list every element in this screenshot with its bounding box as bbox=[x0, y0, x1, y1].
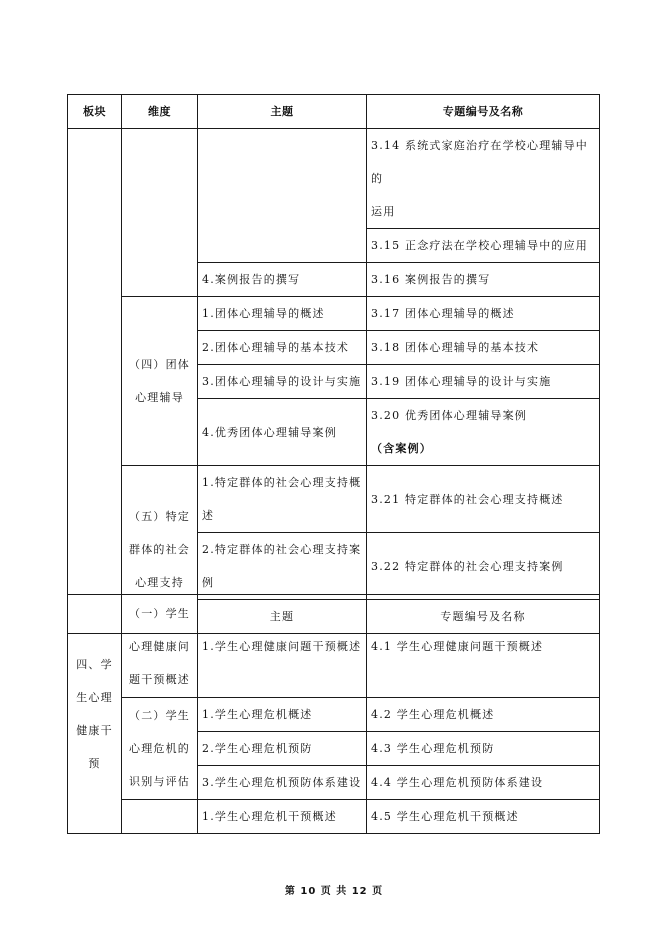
topic-cell: 3.团体心理辅导的设计与实施 bbox=[198, 365, 367, 399]
special-cell: 4.2 学生心理危机概述 bbox=[367, 698, 600, 732]
block-cell-section4: 四、学 生心理 健康干 预 bbox=[68, 595, 122, 834]
topic-cell: 1.团体心理辅导的概述 bbox=[198, 297, 367, 331]
topic-cell: 4.案例报告的撰写 bbox=[198, 263, 367, 297]
table-header-row bbox=[68, 95, 600, 129]
table-row bbox=[68, 297, 600, 331]
special-cell: 4.3 学生心理危机预防 bbox=[367, 732, 600, 766]
topic-cell: 1.学生心理危机干预概述 bbox=[198, 800, 367, 834]
special-cell: 4.1 学生心理健康问题干预概述 bbox=[367, 595, 600, 698]
subheader-special: 专题编号及名称 bbox=[367, 600, 600, 634]
special-cell: 3.15 正念疗法在学校心理辅导中的应用 bbox=[367, 229, 600, 263]
subheader-topic: 主题 bbox=[198, 600, 367, 634]
topic-cell: 1.学生心理健康问题干预概述 bbox=[198, 595, 367, 698]
special-cell: 3.20 优秀团体心理辅导案例 （含案例） bbox=[367, 399, 600, 466]
table-row bbox=[68, 595, 600, 698]
dimension-cell-social-support: （五）特定 群体的社会 心理支持 bbox=[122, 466, 198, 634]
syllabus-table-section4 bbox=[67, 594, 600, 834]
special-cell: 3.14 系统式家庭治疗在学校心理辅导中的 运用 bbox=[367, 129, 600, 229]
special-cell: 3.16 案例报告的撰写 bbox=[367, 263, 600, 297]
dimension-cell-empty bbox=[122, 800, 198, 834]
special-cell: 4.5 学生心理危机干预概述 bbox=[367, 800, 600, 834]
table-row bbox=[68, 466, 600, 533]
block-cell-section3 bbox=[68, 129, 122, 634]
dimension-cell-health-intervention: （一）学生 心理健康问 题干预概述 bbox=[122, 595, 198, 698]
topic-cell-empty bbox=[198, 129, 367, 263]
header-special: 专题编号及名称 bbox=[367, 95, 600, 129]
topic-cell: 1.特定群体的社会心理支持概 述 bbox=[198, 466, 367, 533]
topic-cell: 2.学生心理危机预防 bbox=[198, 732, 367, 766]
special-cell: 3.21 特定群体的社会心理支持概述 bbox=[367, 466, 600, 533]
topic-cell: 3.学生心理危机预防体系建设 bbox=[198, 766, 367, 800]
header-block: 板块 bbox=[68, 95, 122, 129]
topic-cell: 1.学生心理危机概述 bbox=[198, 698, 367, 732]
topic-cell: 2.特定群体的社会心理支持案 例 bbox=[198, 533, 367, 600]
dimension-cell-empty bbox=[122, 129, 198, 297]
table-row bbox=[68, 698, 600, 732]
header-topic: 主题 bbox=[198, 95, 367, 129]
dimension-cell-crisis-assessment: （二）学生 心理危机的 识别与评估 bbox=[122, 698, 198, 800]
topic-cell: 2.团体心理辅导的基本技术 bbox=[198, 331, 367, 365]
table-row bbox=[68, 129, 600, 229]
dimension-cell-group-counseling: （四）团体 心理辅导 bbox=[122, 297, 198, 466]
special-cell: 3.18 团体心理辅导的基本技术 bbox=[367, 331, 600, 365]
special-cell: 3.22 特定群体的社会心理支持案例 bbox=[367, 533, 600, 600]
special-cell: 3.19 团体心理辅导的设计与实施 bbox=[367, 365, 600, 399]
page-footer: 第 10 页 共 12 页 bbox=[284, 886, 384, 897]
topic-cell: 4.优秀团体心理辅导案例 bbox=[198, 399, 367, 466]
syllabus-table bbox=[67, 94, 600, 634]
header-dimension: 维度 bbox=[122, 95, 198, 129]
special-cell: 4.4 学生心理危机预防体系建设 bbox=[367, 766, 600, 800]
special-cell: 3.17 团体心理辅导的概述 bbox=[367, 297, 600, 331]
table-row bbox=[68, 800, 600, 834]
